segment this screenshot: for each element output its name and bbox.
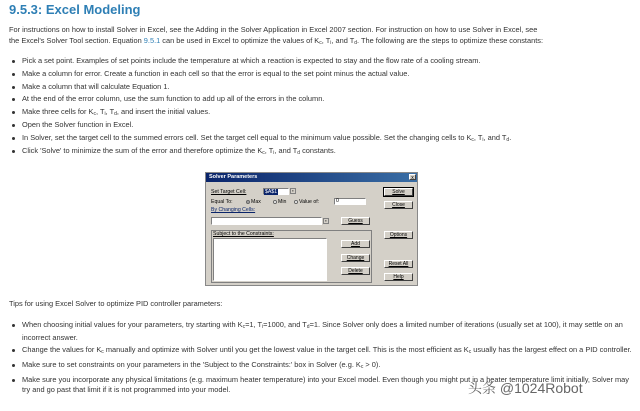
step-text: In Solver, set the target cell to the summed errors cell. Set the target cell equal to the minimum value possible. Set the changing cells to K	[22, 132, 472, 142]
tip-text: =1, T	[245, 320, 263, 329]
tip-text: =1000, and T	[263, 320, 307, 329]
value-of-radio[interactable]	[294, 199, 319, 205]
subscript: d	[306, 324, 310, 330]
radio-icon	[294, 200, 298, 204]
tip-item: Make sure you incorporate any physical limitations (e.g. maximum heater temperature) into your Excel model. Even though you might put in a heater temperature limit initially, Solver may try and go past that limit if it is not programmed into your model.	[9, 375, 633, 396]
add-button[interactable]: Add	[341, 240, 370, 248]
tip-text: Make sure to set constraints on your parameters in the 'Subject to the Constraints:' box in Solver (e.g. K	[22, 360, 361, 370]
step-item	[9, 145, 633, 158]
step-item: Open the Solver function in Excel.	[9, 119, 633, 132]
max-radio[interactable]	[246, 199, 261, 205]
subscript: c	[360, 364, 364, 371]
radio-icon	[246, 200, 250, 204]
subscript: d	[354, 39, 358, 46]
tip-text: Change the values for K	[22, 345, 102, 355]
intro-text: can be used in Excel to optimize the values of K	[160, 35, 320, 45]
step-item	[9, 132, 633, 145]
changing-cells-label: By Changing Cells:	[211, 207, 256, 213]
subscript: c	[93, 111, 96, 118]
solver-dialog	[205, 172, 418, 286]
close-button[interactable]: Close	[384, 201, 413, 209]
step-text: , T	[473, 132, 483, 142]
tip-text: When choosing initial values for your parameters, try starting with K	[22, 320, 243, 329]
equation-link[interactable]: 9.5.1	[143, 35, 161, 45]
tips-heading: Tips for using Excel Solver to optimize PID controller parameters:	[9, 299, 223, 308]
intro-text: the Excel's Solver Tool section. Equation	[9, 35, 144, 45]
subscript: i	[482, 136, 484, 143]
intro-line-2	[9, 36, 633, 49]
reset-all-button[interactable]: Reset All	[384, 260, 413, 268]
subscript: i	[330, 39, 332, 46]
tip-text: > 0).	[363, 360, 381, 370]
subscript: i	[104, 111, 106, 118]
step-text: Make three cells for K	[22, 107, 94, 117]
step-item: At the end of the error column, use the sum function to add up all of the errors in the column.	[9, 93, 633, 106]
step-item	[9, 106, 633, 119]
delete-button[interactable]: Delete	[341, 267, 370, 275]
value-of-input[interactable]: 0	[334, 198, 366, 205]
watermark: 头条 @1024Robot	[468, 380, 583, 396]
step-text: .	[509, 132, 512, 142]
tip-text: manually and optimize with Solver until you get the lowest value in the target cell. This is the most efficient as K	[103, 345, 469, 355]
value-of-label: Value of:	[299, 199, 320, 205]
solve-button[interactable]: Solve	[384, 188, 413, 196]
step-text: , and T	[274, 145, 298, 155]
section-title: 9.5.3: Excel Modeling	[9, 2, 141, 17]
subscript: i	[273, 149, 275, 156]
range-picker-icon[interactable]: ▪	[323, 218, 329, 224]
min-label: Min	[278, 199, 287, 205]
help-button[interactable]: Help	[384, 273, 413, 281]
tip-item	[9, 360, 633, 373]
constraints-label: Subject to the Constraints:	[213, 231, 274, 237]
tip-item	[9, 345, 633, 358]
step-text: , T	[264, 145, 274, 155]
step-item: Pick a set point. Examples of set points include the temperature at which a reaction is expected to stay and the flow rate of a cooling stream.	[9, 55, 633, 68]
intro-text: . The following are the steps to optimize these constants:	[357, 35, 543, 45]
subscript: c	[319, 39, 322, 46]
tip-item	[9, 320, 633, 343]
subscript: d	[297, 149, 301, 156]
intro-line-1: For instructions on how to install Solver in Excel, see the Adding in the Solver Application in Excel 2007 section. For instruction on how to use Solver in Excel, see	[9, 25, 538, 34]
options-button[interactable]: Options	[384, 231, 413, 239]
subscript: c	[101, 349, 104, 356]
target-cell-value: $A$1	[265, 189, 278, 195]
step-text: , T	[105, 107, 115, 117]
step-text: Click 'Solve' to minimize the sum of the error and therefore optimize the K	[22, 145, 263, 155]
close-icon[interactable]: x	[409, 174, 416, 180]
step-item: Make a column for error. Create a function in each cell so that the error is equal to the set point minus the actual value.	[9, 68, 633, 81]
subscript: c	[471, 136, 474, 143]
subscript: d	[506, 136, 510, 143]
tip-text: =1. Since Solver only does a limited number of iterations (usually set at 100), it may settle on an incorrect answer.	[22, 320, 623, 342]
intro-paragraph	[9, 25, 633, 48]
equal-to-label: Equal To:	[211, 199, 233, 205]
min-radio[interactable]	[273, 199, 286, 205]
step-text: , T	[95, 107, 105, 117]
intro-text: , T	[321, 35, 331, 45]
intro-text: , and T	[331, 35, 355, 45]
target-cell-label: Set Target Cell:	[211, 189, 247, 195]
tip-text: usually has the largest effect on a PID controller.	[471, 345, 632, 355]
subscript: c	[468, 349, 472, 356]
subscript: i	[262, 324, 264, 330]
subscript: d	[114, 111, 117, 118]
guess-button[interactable]: Guess	[341, 217, 370, 225]
subscript: c	[262, 149, 265, 156]
changing-cells-input[interactable]	[211, 217, 322, 225]
subscript: c	[242, 324, 246, 330]
steps-list	[9, 55, 633, 157]
step-text: , and T	[483, 132, 507, 142]
change-button[interactable]: Change	[341, 254, 370, 262]
constraints-list[interactable]	[213, 238, 327, 281]
target-cell-input[interactable]	[263, 188, 289, 195]
step-item: Make a column that will calculate Equation 1.	[9, 81, 633, 94]
range-picker-icon[interactable]: ▪	[290, 188, 296, 194]
step-text: , and insert the initial values.	[116, 107, 211, 117]
step-text: constants.	[300, 145, 336, 155]
dialog-title: Solver Parameters	[206, 173, 417, 182]
radio-icon	[273, 200, 277, 204]
max-label: Max	[251, 199, 261, 205]
